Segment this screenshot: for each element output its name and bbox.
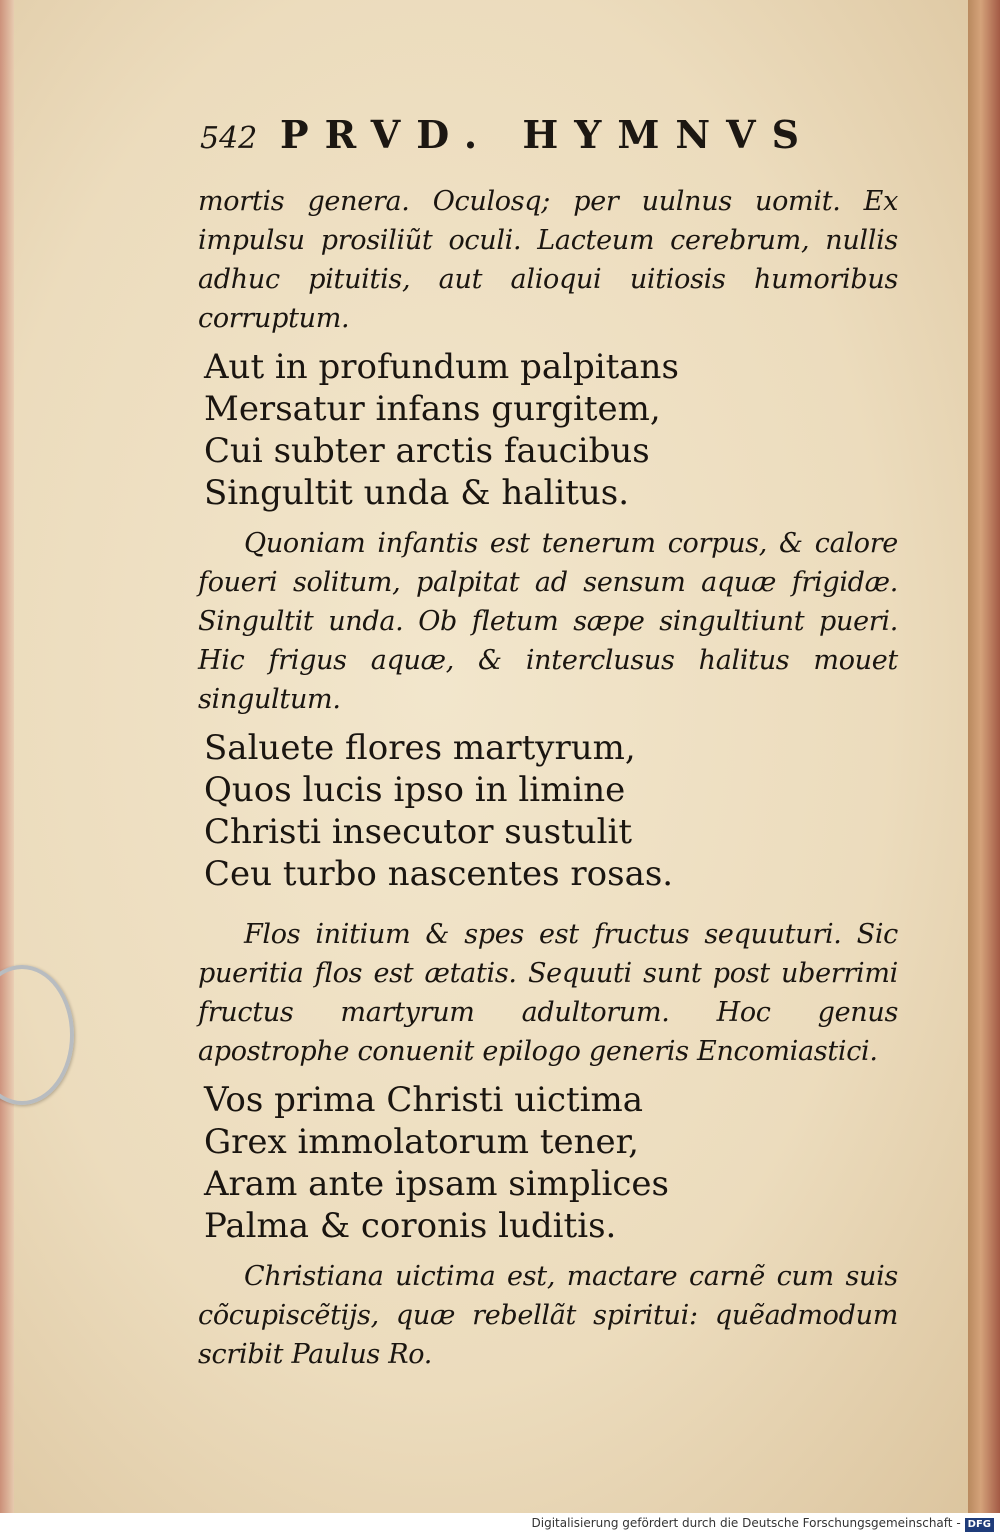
- verse-line: Mersatur infans gurgitem,: [204, 389, 661, 429]
- book-fore-edge: [968, 0, 1000, 1513]
- verse-line: Ceu turbo nascentes rosas.: [204, 854, 674, 894]
- commentary-paragraph: mortis genera. Oculosq; per uulnus uomit. Ex impulsu prosiliũt oculi. Lacteum cerebrum, nullis adhuc pituitis, aut alioqui uitiosis humoribus corruptum.: [198, 186, 898, 334]
- verse-line: Singultit unda & halitus.: [204, 473, 630, 513]
- verse-line: Saluete flores martyrum,: [204, 728, 636, 768]
- verse-line: Aram ante ipsam simplices: [204, 1164, 669, 1204]
- page-header: [200, 112, 820, 162]
- verse-line: Quos lucis ipso in limine: [204, 770, 626, 810]
- dfg-logo: DFG: [965, 1518, 994, 1532]
- running-title: PRVD. HYMNVS: [280, 112, 816, 157]
- paper-clip: [0, 965, 74, 1105]
- verse-line: Aut in profundum palpitans: [204, 347, 679, 387]
- commentary-paragraph: Christiana uictima est, mactare carnẽ cum suis cõcupiscẽtijs, quæ rebellãt spiritui: quẽadmodum scribit Paulus Ro.: [198, 1261, 898, 1370]
- verse-line: Vos prima Christi uictima: [204, 1080, 644, 1120]
- digitization-credit: [0, 1513, 1000, 1533]
- page-edge-left: [0, 0, 14, 1513]
- verse-stanza: [204, 727, 898, 895]
- verse-line: Grex immolatorum tener,: [204, 1122, 639, 1162]
- verse-stanza: [204, 346, 898, 514]
- credit-text: Digitalisierung gefördert durch die Deutsche Forschungsgemeinschaft -: [531, 1516, 961, 1530]
- show-through-text: [900, 60, 968, 1360]
- verse-line: Cui subter arctis faucibus: [204, 431, 650, 471]
- verse-line: Palma & coronis luditis.: [204, 1206, 617, 1246]
- commentary-paragraph: Quoniam infantis est tenerum corpus, & calore foueri solitum, palpitat ad sensum aquæ frigidæ. Singultit unda. Ob fletum sæpe singultiunt pueri. Hic frigus aquæ, & interclusus halitus mouet singultum.: [198, 528, 898, 715]
- page-number: 542: [200, 121, 258, 156]
- verse-line: Christi insecutor sustulit: [204, 812, 633, 852]
- text-block: [198, 182, 898, 1374]
- commentary-paragraph: Flos initium & spes est fructus sequuturi. Sic pueritia flos est ætatis. Sequuti sunt post uberrimi fructus martyrum adultorum. Hoc genus apostrophe conuenit epilogo generis Encomiastici.: [198, 919, 898, 1067]
- verse-stanza: [204, 1079, 898, 1247]
